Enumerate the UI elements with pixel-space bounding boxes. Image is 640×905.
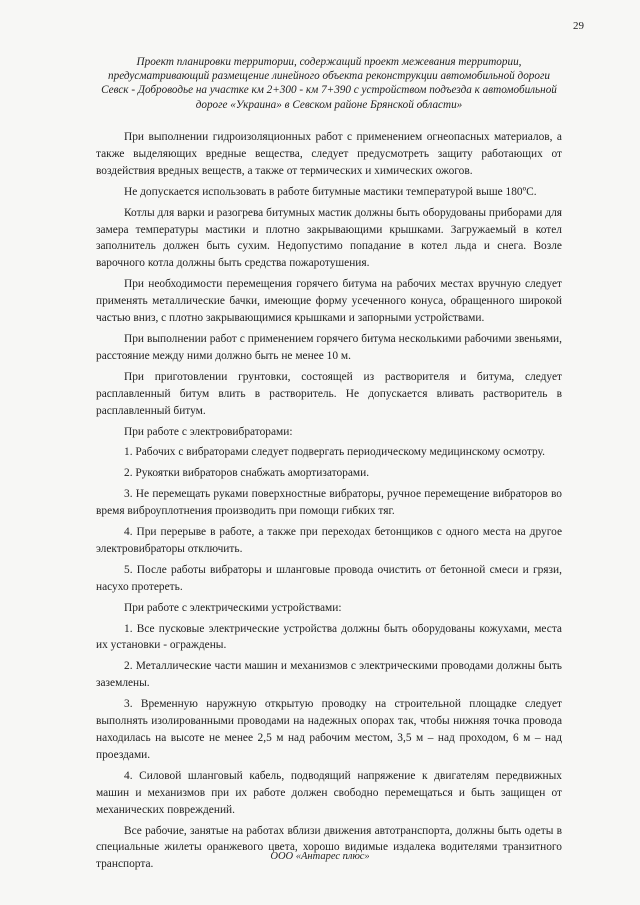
list-item: 3. Временную наружную открытую проводку на строительной площадке следует выполнять изолированными проводами на надежных опорах так, чтобы нижняя точка провода находилась на высоте не менее 2,5 м над рабочим местом, 3,5 м – над проходом, 6 м – над проездами. — [96, 698, 562, 761]
page-number: 29 — [573, 20, 584, 32]
running-footer: ООО «Антарес плюс» — [270, 851, 370, 862]
list-item: 3. Не перемещать руками поверхностные вибраторы, ручное перемещение вибраторов во время виброуплотнения производить при помощи гибких тяг. — [96, 488, 562, 518]
list-item: 4. При перерыве в работе, а также при переходах бетонщиков с одного места на другое электровибраторы отключить. — [96, 526, 562, 555]
list-item: 1. Рабочих с вибраторами следует подвергать периодическому медицинскому осмотру. — [124, 446, 545, 459]
list-item: 2. Металлические части машин и механизмов с электрическими проводами должны быть заземлены. — [96, 660, 562, 690]
list-item: 5. После работы вибраторы и шланговые провода очистить от бетонной смеси и грязи, насухо протереть. — [96, 563, 562, 593]
paragraph: При приготовлении грунтовки, состоящей из растворителя и битума, следует расплавленный битум влить в растворитель. Не допускается вливать растворитель в расплавленный битум. — [96, 370, 562, 417]
paragraph: Котлы для варки и разогрева битумных мастик должны быть оборудованы приборами для замера температуры мастики и плотно закрывающими крышками. Загружаемый в котел заполнитель должен быть сухим. Недопустимо попадание в котел льда и снега. Возле варочного котла должны быть средства пожаротушения. — [96, 206, 562, 270]
paragraph: Все рабочие, занятые на работах вблизи движения автотранспорта, должны быть одеты в специальные жилеты оранжевого цвета, хорошо видимые издалека водителями транзитного транспорта. — [96, 824, 562, 871]
paragraph: Не допускается использовать в работе битумные мастики температурой выше 180ºС. — [124, 185, 537, 198]
running-header: Проект планировки территории, содержащий проект межевания территории, предусматривающий размещение линейного объекта реконструкции автомобильной дороги Севск - Доброводье на участке км 2+300 - км 7+390 с устройством подъезда к автомобильной дороге «Украина» в Севском районе Брянской области» — [101, 56, 557, 111]
paragraph: При необходимости перемещения горячего битума на рабочих местах вручную следует применять металлические бачки, имеющие форму усеченного конуса, обращенного широкой частью вниз, с плотно закрывающимися крышками и запорными устройствами. — [96, 278, 562, 325]
list-heading: При работе с электрическими устройствами: — [124, 601, 342, 614]
list-item: 2. Рукоятки вибраторов снабжать амортизаторами. — [124, 467, 370, 480]
list-item: 1. Все пусковые электрические устройства должны быть оборудованы кожухами, места их установки - ограждены. — [96, 622, 562, 652]
list-heading: При работе с электровибраторами: — [124, 425, 293, 438]
paragraph: При выполнении гидроизоляционных работ с применением огнеопасных материалов, а также выделяющих вредные вещества, следует предусмотреть защиту работающих от воздействия вредных веществ, а также от термических и химических ожогов. — [96, 131, 562, 177]
list-item: 4. Силовой шланговый кабель, подводящий напряжение к двигателям передвижных машин и механизмов при их работе должен свободно перемещаться и быть защищен от механических повреждений. — [96, 769, 562, 816]
document-body — [96, 129, 562, 873]
paragraph: При выполнении работ с применением горячего битума несколькими рабочими звеньями, расстояние между ними должно быть не менее 10 м. — [96, 332, 562, 362]
